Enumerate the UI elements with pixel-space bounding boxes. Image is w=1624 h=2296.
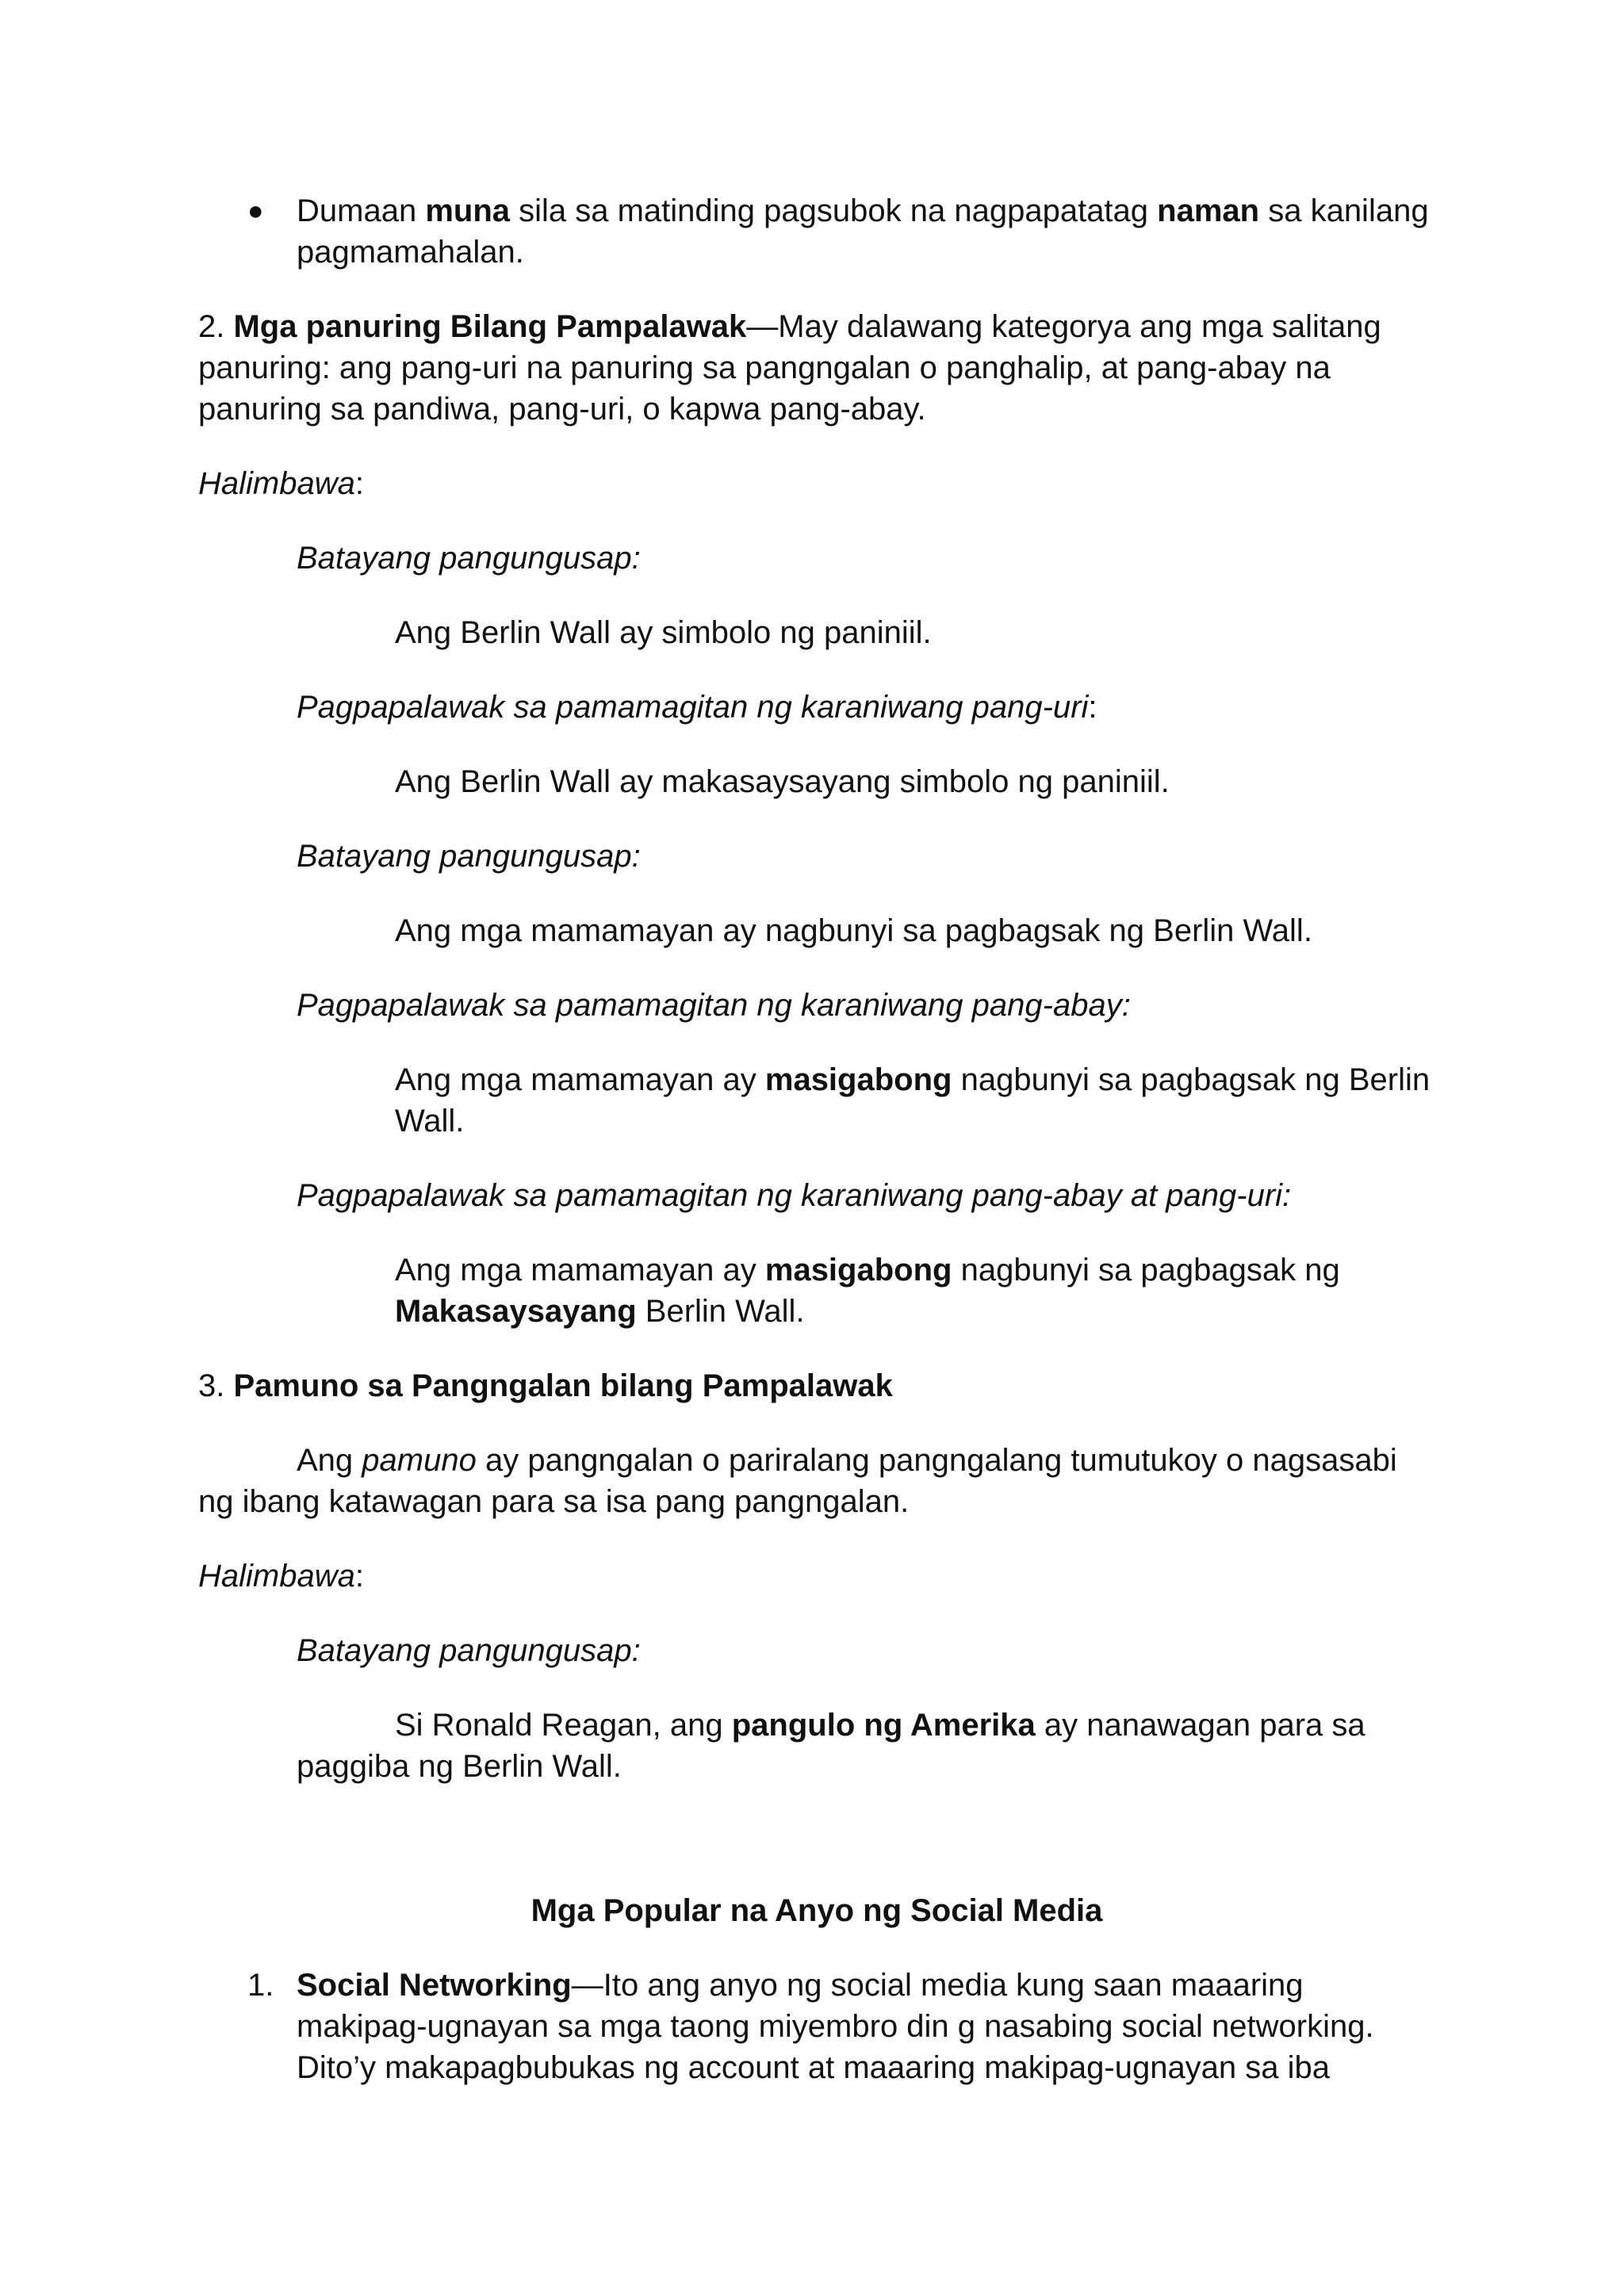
list-number: 1. <box>247 1968 274 2003</box>
example-label: Batayang pangungusap: <box>297 1633 641 1668</box>
example-sentence: Ang mga mamamayan ay masigabong nagbunyi sa pagbagsak ng Berlin Wall. <box>395 1062 1431 1138</box>
section-3-heading: 3. Pamuno sa Pangngalan bilang Pampalawak <box>198 1368 893 1403</box>
example-label: Pagpapalawak sa pamamagitan ng karaniwang pang-uri: <box>297 690 1097 725</box>
example-sentence: Ang Berlin Wall ay simbolo ng paniniil. <box>395 615 932 650</box>
example-label: Batayang pangungusap: <box>297 541 641 576</box>
example-label: Pagpapalawak sa pamamagitan ng karaniwang pang-abay at pang-uri: <box>297 1178 1292 1213</box>
example-label: Pagpapalawak sa pamamagitan ng karaniwang pang-abay: <box>297 988 1131 1023</box>
section-2-title: Mga panuring Bilang Pampalawak <box>233 309 747 344</box>
list-item-text: Social Networking—Ito ang anyo ng social media kung saan maaaring makipag-ugnayan sa mga taong miyembro din g nasabing social networking. Dito’y makapagbubukas ng account at maaaring makipag-ugnayan sa iba <box>297 1968 1374 2085</box>
section-heading: Mga Popular na Anyo ng Social Media <box>530 1893 1103 1928</box>
numbered-list-item <box>198 1965 1435 2088</box>
document-page <box>198 190 1435 2088</box>
example-sentence: Ang Berlin Wall ay makasaysayang simbolo ng paniniil. <box>395 764 1170 799</box>
bullet-icon: ● <box>247 196 264 226</box>
example-sentence: Si Ronald Reagan, ang pangulo ng Amerika ay nanawagan para sa paggiba ng Berlin Wall. <box>297 1708 1365 1784</box>
bullet-item <box>198 190 1435 273</box>
section-2-paragraph: 2. Mga panuring Bilang Pampalawak—May dalawang kategorya ang mga salitang panuring: ang pang-uri na panuring sa pangngalan o panghalip, at pang-abay na panuring sa pandiwa, pang-uri, o kapwa pang-abay. <box>198 309 1381 427</box>
example-label: Batayang pangungusap: <box>297 839 641 874</box>
example-sentence: Ang mga mamamayan ay masigabong nagbunyi sa pagbagsak ng Makasaysayang Berlin Wall. <box>395 1253 1340 1329</box>
example-sentence: Ang mga mamamayan ay nagbunyi sa pagbagsak ng Berlin Wall. <box>395 913 1312 948</box>
halimbawa-label: Halimbawa: <box>198 466 364 501</box>
halimbawa-label: Halimbawa: <box>198 1559 364 1594</box>
bullet-text: Dumaan muna sila sa matinding pagsubok na nagpapatatag naman sa kanilang pagmamahalan. <box>297 193 1429 270</box>
section-3-paragraph: Ang pamuno ay pangngalan o pariralang pangngalang tumutukoy o nagsasabi ng ibang katawagan para sa isa pang pangngalan. <box>198 1443 1397 1519</box>
